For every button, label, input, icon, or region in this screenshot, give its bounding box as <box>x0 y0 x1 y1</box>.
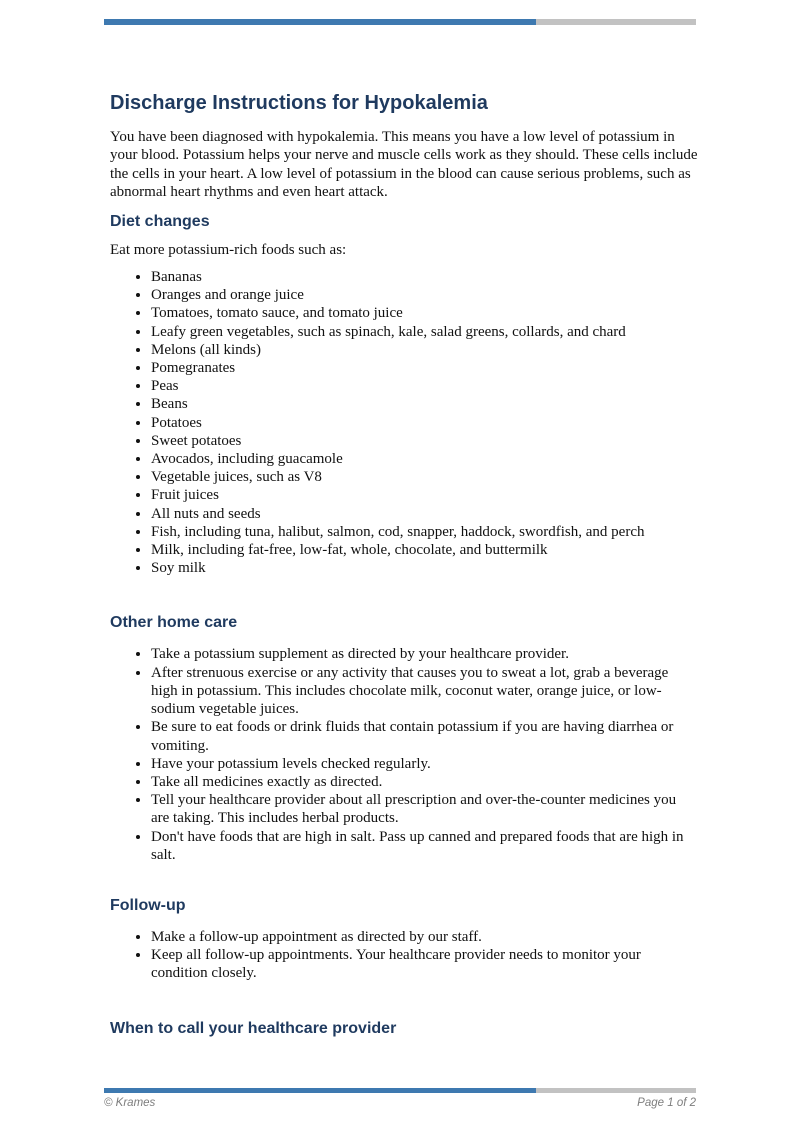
intro-paragraph: You have been diagnosed with hypokalemia. This means you have a low level of potassium in your blood. Potassium helps your nerve and muscle cells work as they should. These cells include the cells in your heart. A low level of potassium in the blood can cause serious problems, such as abnormal heart rhythms and even heart attack. <box>110 129 698 201</box>
list-item: • Vegetable juices, such as V8 <box>151 468 698 486</box>
list-item: • Avocados, including guacamole <box>151 450 698 468</box>
list-item: • Take a potassium supplement as directed by your healthcare provider. <box>151 645 698 663</box>
section-follow-up <box>110 896 698 983</box>
list-item: • Fruit juices <box>151 486 698 504</box>
footer-rule <box>104 1088 696 1093</box>
footer-copyright: © Krames <box>104 1097 156 1109</box>
section-heading-when-to-call: When to call your healthcare provider <box>110 1019 397 1037</box>
footer-page-number: Page 1 of 2 <box>637 1097 696 1109</box>
list-item: • Take all medicines exactly as directed. <box>151 773 698 791</box>
list-item: • After strenuous exercise or any activity that causes you to sweat a lot, grab a beverage high in potassium. This includes chocolate milk, coconut water, orange juice, or low-sodium vegetable juices. <box>151 664 698 719</box>
list-item: • All nuts and seeds <box>151 505 698 523</box>
list-item: • Make a follow-up appointment as directed by our staff. <box>151 928 698 946</box>
section-when-to-call <box>110 1019 698 1039</box>
page-title: Discharge Instructions for Hypokalemia <box>110 92 488 114</box>
list-item: • Sweet potatoes <box>151 432 698 450</box>
list-item: • Tomatoes, tomato sauce, and tomato juice <box>151 304 698 322</box>
follow-up-list <box>110 928 698 983</box>
list-item: • Beans <box>151 395 698 413</box>
list-item: • Bananas <box>151 268 698 286</box>
list-item: • Melons (all kinds) <box>151 341 698 359</box>
section-diet-changes <box>110 212 698 578</box>
document-content <box>110 0 698 1039</box>
list-item: • Peas <box>151 377 698 395</box>
section-heading-follow-up: Follow-up <box>110 896 186 914</box>
list-item: • Milk, including fat-free, low-fat, whole, chocolate, and buttermilk <box>151 541 698 559</box>
section-heading-other-home-care: Other home care <box>110 614 238 632</box>
list-item: • Leafy green vegetables, such as spinach, kale, salad greens, collards, and chard <box>151 323 698 341</box>
list-item: • Keep all follow-up appointments. Your healthcare provider needs to monitor your condition closely. <box>151 946 698 982</box>
page-footer <box>104 1096 696 1110</box>
section-heading-diet-changes: Diet changes <box>110 212 210 230</box>
list-item: • Potatoes <box>151 414 698 432</box>
list-item: • Fish, including tuna, halibut, salmon, cod, snapper, haddock, swordfish, and perch <box>151 523 698 541</box>
footer-rule-accent <box>104 1088 536 1093</box>
diet-foods-list <box>110 268 698 577</box>
list-item: • Soy milk <box>151 559 698 577</box>
other-home-care-list <box>110 645 698 863</box>
section-other-home-care <box>110 613 698 863</box>
list-item: • Don't have foods that are high in salt. Pass up canned and prepared foods that are high in salt. <box>151 828 698 864</box>
list-item: • Have your potassium levels checked regularly. <box>151 755 698 773</box>
diet-lead-text: Eat more potassium-rich foods such as: <box>110 241 347 258</box>
list-item: • Tell your healthcare provider about all prescription and over-the-counter medicines you are taking. This includes herbal products. <box>151 791 698 827</box>
list-item: • Be sure to eat foods or drink fluids that contain potassium if you are having diarrhea or vomiting. <box>151 718 698 754</box>
list-item: • Oranges and orange juice <box>151 286 698 304</box>
list-item: • Pomegranates <box>151 359 698 377</box>
